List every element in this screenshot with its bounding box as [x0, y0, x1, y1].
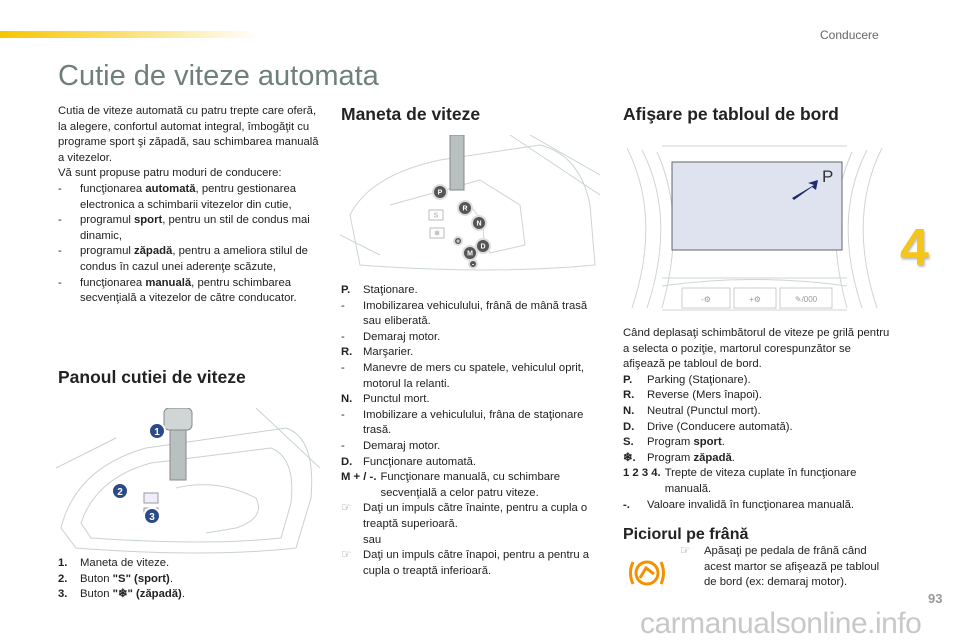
callout-3: 3	[149, 512, 155, 523]
item-bold: "❄" (zăpadă)	[112, 588, 182, 601]
dashboard-indicator-item	[623, 435, 893, 451]
item-text: Demaraj motor.	[363, 330, 441, 343]
dash: -	[58, 276, 62, 289]
dashboard-illustration	[622, 138, 887, 314]
gear-lever-knob	[164, 408, 192, 430]
mode-name: manuală	[145, 276, 192, 289]
mode-item	[58, 244, 326, 275]
dashboard-indicators-list	[623, 373, 893, 513]
pointer-icon: ☞	[680, 545, 691, 557]
item-pre: Buton	[80, 588, 113, 601]
panel-heading: Panoul cutiei de viteze	[58, 367, 246, 387]
gear-label: -	[471, 261, 475, 269]
indicator-key: R.	[623, 389, 635, 402]
panel-legend	[58, 556, 326, 603]
indicator-bold: zăpadă	[693, 451, 732, 464]
dashboard-indicator-item	[623, 451, 893, 467]
lever-item	[341, 299, 606, 330]
mode-name: zăpadă	[134, 245, 173, 258]
item-key: -	[341, 361, 345, 374]
indicator-key: P.	[623, 373, 633, 386]
item-text: Punctul mort.	[363, 393, 430, 406]
indicator-bold: sport	[693, 436, 722, 449]
callout-1: 1	[154, 427, 160, 438]
indicator-text: Program zăpadă.	[647, 451, 735, 464]
mode-post: , pentru un stil de condus mai dinamic,	[80, 214, 310, 242]
mode-post: , pentru gestionarea electronica a schimbarii vitezelor din cutie,	[80, 182, 297, 211]
item-text: Demaraj motor.	[363, 439, 441, 452]
item-text	[80, 556, 326, 572]
brake-heading: Piciorul pe frână	[623, 526, 749, 543]
display-gear-indicator: P	[822, 167, 834, 186]
lever-item	[341, 501, 606, 532]
gear-label: D	[480, 243, 486, 251]
modes-intro: Vă sunt propuse patru moduri de conducere:	[58, 167, 282, 180]
item-key: -	[341, 299, 345, 312]
brake-text: Apăsaţi pe pedala de frână când acest martor se afişează pe tabloul de bord (ex: demaraj motor).	[704, 545, 880, 589]
lever-item	[341, 470, 606, 501]
indicator-key: -.	[623, 498, 630, 511]
gear-label: R	[462, 205, 468, 213]
modes-list	[58, 182, 326, 307]
indicator-desc: Program	[647, 436, 694, 449]
lever-item	[341, 283, 606, 299]
gear-lever-illustration	[340, 135, 600, 280]
brake-instruction	[680, 544, 880, 591]
item-text: Daţi un impuls către înapoi, pentru a pentru a cupla o treaptă inferioară.	[363, 549, 590, 577]
item-post: .	[169, 572, 173, 585]
item-text: Imobilizarea vehiculului, frână de mână trasă sau eliberată.	[363, 299, 588, 328]
trip-plus-button: +⚙	[749, 295, 761, 304]
gear-lever-shaft	[450, 135, 464, 190]
item-key: -	[341, 408, 345, 421]
gear-label: +	[455, 238, 461, 246]
mode-text	[80, 182, 326, 213]
indicator-key: S.	[623, 436, 634, 449]
dashboard-display	[672, 162, 842, 250]
indicator-text	[647, 388, 893, 404]
indicator-key: ❄.	[623, 451, 636, 464]
item-key: N.	[341, 393, 353, 406]
mode-text	[80, 276, 326, 307]
indicator-key: D.	[623, 420, 635, 433]
item-pre: Maneta de viteze.	[80, 557, 170, 569]
intro-paragraph: Cutia de viteze automată cu patru trepte care oferă, la alegere, confortul automat integral, îmbogăţit cu programe sport şi zăpadă, sau schimbarea manuală a vitezelor.	[58, 105, 319, 164]
item-bold: "S" (sport)	[112, 572, 170, 585]
lever-item	[341, 439, 606, 455]
item-text: Staţionare.	[363, 284, 418, 296]
dashboard-indicator-item	[623, 420, 893, 436]
lever-item	[341, 455, 606, 471]
item-text	[80, 587, 326, 603]
item-number: 1.	[58, 557, 68, 569]
item-text: Marşarier.	[363, 346, 414, 359]
page-title: Cutie de viteze automata	[58, 60, 379, 92]
item-text: Imobilizare a vehiculului, frâna de staţionare trasă.	[363, 408, 584, 437]
mode-item	[58, 182, 326, 213]
dashboard-heading: Afişare pe tabloul de bord	[623, 104, 839, 124]
lever-item	[341, 548, 606, 579]
indicator-desc: Trepte de viteza cuplate în funcţionare manuală.	[664, 467, 857, 495]
item-key: -	[341, 330, 345, 343]
section-name: Conducere	[820, 28, 879, 42]
mode-item	[58, 213, 326, 244]
callout-2: 2	[117, 487, 123, 498]
indicator-desc: Neutral (Punctul mort).	[647, 404, 761, 417]
service-button: ✎/000	[794, 295, 818, 304]
mode-name: automată	[145, 182, 196, 195]
mode-pre: funcţionarea	[80, 276, 146, 289]
chapter-number: 4	[900, 219, 929, 277]
item-post: .	[181, 588, 185, 601]
item-key: -	[341, 439, 345, 452]
lever-positions-list	[341, 283, 606, 579]
item-key	[341, 533, 363, 549]
trip-minus-button: -⚙	[701, 295, 711, 304]
indicator-key: N.	[623, 404, 635, 417]
item-number: 2.	[58, 572, 68, 585]
indicator-text	[647, 420, 893, 436]
item-text	[80, 572, 326, 588]
lever-item	[341, 392, 606, 408]
mode-text	[80, 213, 326, 244]
dashboard-indicator-item	[623, 498, 893, 514]
item-key: ☞	[341, 549, 352, 562]
indicator-text	[647, 498, 893, 514]
item-key: M + / -.	[341, 471, 377, 484]
panel-legend-item	[58, 556, 326, 572]
indicator-desc: Drive (Conducere automată).	[647, 420, 793, 433]
dashboard-section	[623, 326, 893, 513]
item-key: P.	[341, 284, 351, 296]
dash: -	[58, 182, 62, 195]
lever-item	[341, 408, 606, 439]
dashboard-intro: Când deplasaţi schimbătorul de viteze pe grilă pentru a selecta o poziţie, martorul corespunzător se afişează pe tabloul de bord.	[623, 327, 890, 371]
gearbox-panel-illustration	[56, 408, 320, 556]
mode-name: sport	[134, 214, 163, 227]
mode-pre: funcţionarea	[80, 182, 146, 195]
item-text: Funcţionare automată.	[363, 455, 477, 468]
page-number: 93	[928, 591, 943, 606]
dashboard-indicator-item	[623, 373, 893, 389]
gear-label: N	[476, 220, 482, 228]
mode-post: , pentru schimbarea secvenţială a vitezelor de către conducator.	[80, 276, 297, 305]
gear-label: S	[433, 212, 439, 220]
sport-button	[144, 493, 158, 503]
indicator-text: Program sport.	[647, 436, 725, 449]
item-key: D.	[341, 455, 353, 468]
item-pre: Buton	[80, 572, 113, 585]
mode-post: , pentru a ameliora stilul de condus în cazul unei aderenţe scăzute,	[80, 245, 308, 273]
gear-label: P	[437, 189, 443, 197]
indicator-desc: Program	[647, 451, 694, 464]
mode-item	[58, 276, 326, 307]
item-text: sau	[363, 533, 382, 546]
panel-legend-item	[58, 587, 326, 603]
watermark: carmanualsonline.info	[640, 607, 922, 640]
item-text: Daţi un impuls către înainte, pentru a cupla o treaptă superioară.	[363, 502, 588, 530]
header-accent-bar	[0, 31, 260, 38]
dash: -	[58, 245, 62, 258]
lever-heading: Maneta de viteze	[341, 104, 481, 124]
mode-text	[80, 244, 326, 275]
indicator-text	[647, 373, 893, 389]
intro-section	[58, 104, 326, 307]
mode-pre: programul	[80, 245, 134, 258]
panel-legend-item	[58, 572, 326, 588]
mode-pre: programul	[80, 214, 134, 227]
dashboard-indicator-item	[623, 466, 893, 497]
lever-item	[341, 361, 606, 392]
item-key: R.	[341, 346, 353, 359]
lever-item	[341, 533, 606, 549]
indicator-key: 1 2 3 4.	[623, 467, 661, 480]
dash: -	[58, 214, 62, 227]
gear-label: M	[467, 250, 473, 258]
indicator-desc: Reverse (Mers înapoi).	[647, 389, 762, 402]
item-text: Manevre de mers cu spatele, vehiculul oprit, motorul la relanti.	[363, 361, 585, 390]
item-number: 3.	[58, 588, 68, 601]
item-key: ☞	[341, 502, 352, 515]
indicator-text	[647, 404, 893, 420]
dashboard-indicator-item	[623, 388, 893, 404]
indicator-text	[665, 466, 893, 497]
lever-item	[341, 345, 606, 361]
lever-item	[341, 330, 606, 346]
brake-pedal-warning-icon	[628, 556, 666, 590]
dashboard-indicator-item	[623, 404, 893, 420]
indicator-desc: Valoare invalidă în funcţionarea manuală.	[647, 498, 855, 511]
indicator-desc: Parking (Staţionare).	[647, 373, 751, 386]
gear-label: ❄	[434, 230, 440, 238]
item-text: Funcţionare manuală, cu schimbare secvenţială a celor patru viteze.	[380, 471, 561, 499]
